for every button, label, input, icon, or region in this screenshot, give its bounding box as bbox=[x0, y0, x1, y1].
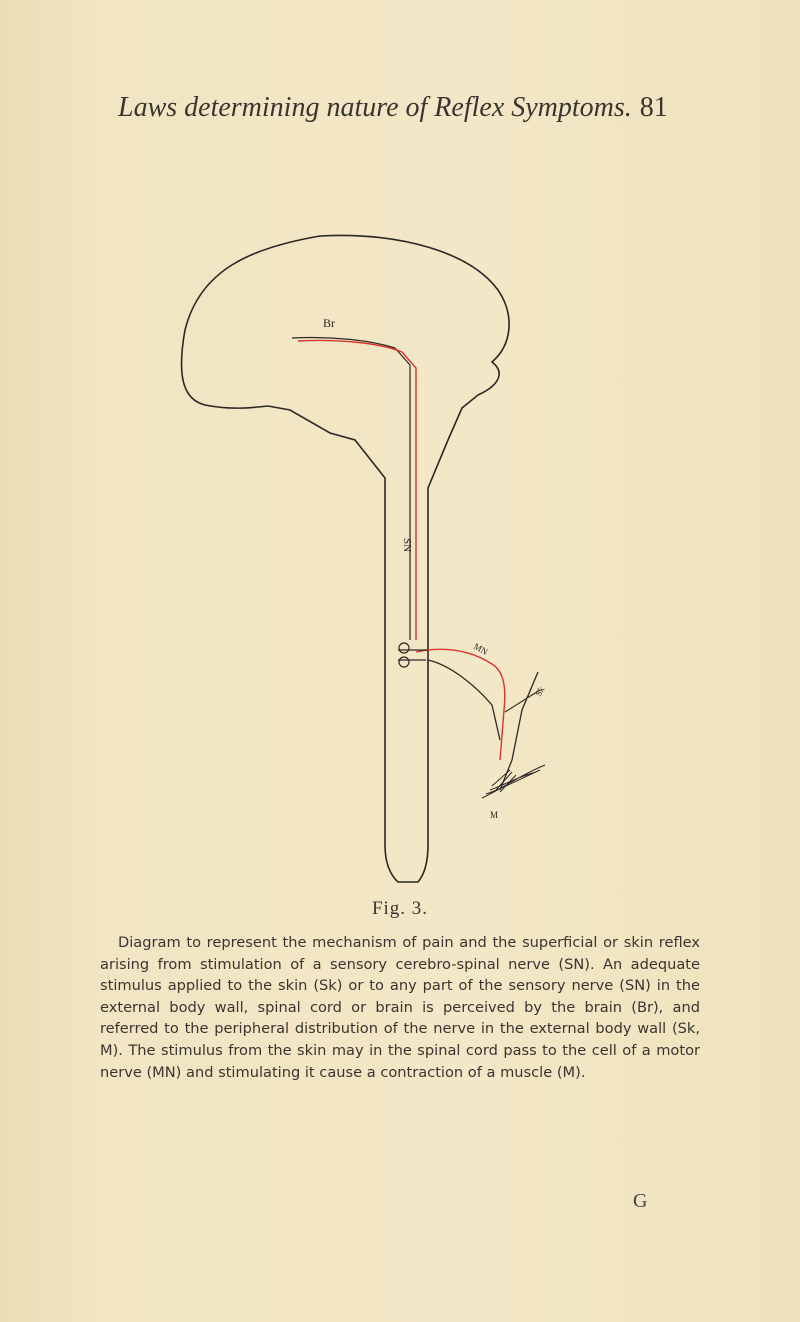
label-m: M bbox=[490, 810, 499, 820]
page-number: 81 bbox=[639, 92, 668, 123]
label-sn: SN bbox=[401, 538, 413, 553]
running-title: Laws determining nature of Reflex Symptoms. bbox=[118, 92, 632, 123]
label-mn: MN bbox=[472, 641, 490, 657]
muscle-fibers bbox=[482, 765, 545, 798]
figure-label: Fig. 3. bbox=[371, 898, 429, 919]
brain-sulcus bbox=[292, 337, 395, 348]
brain-outline bbox=[182, 236, 385, 640]
motor-nerve-path bbox=[428, 660, 500, 740]
nerve-root bbox=[398, 650, 428, 660]
body-wall-line bbox=[500, 672, 538, 790]
reflex-diagram bbox=[170, 225, 590, 895]
spinal-cord-lower bbox=[385, 640, 428, 882]
label-sk: Sk bbox=[533, 684, 547, 698]
brain-stem-inner bbox=[395, 348, 410, 640]
figure-caption: Diagram to represent the mechanism of pain and the superficial or skin reflex arising from stimulation of a sensory cerebro-spinal nerve (SN). An adequate stimulus applied to the skin (Sk) or to any part of the sensory nerve (SN) in the external body wall, spinal cord or brain is perceived by the brain (Br), and referred to the peripheral distribution of the nerve in the external body wall (Sk, M). The stimulus from the skin may in the spinal cord pass to the cell of a motor nerve (MN) and stimulating it cause a contraction of a muscle (M). bbox=[100, 934, 700, 1081]
motor-cell-icon bbox=[399, 643, 409, 653]
label-br: Br bbox=[323, 316, 335, 330]
running-header bbox=[118, 92, 698, 136]
sensory-ganglion-icon bbox=[399, 657, 409, 667]
signature-mark: G bbox=[633, 1190, 648, 1212]
sensory-nerve-path bbox=[298, 340, 416, 640]
